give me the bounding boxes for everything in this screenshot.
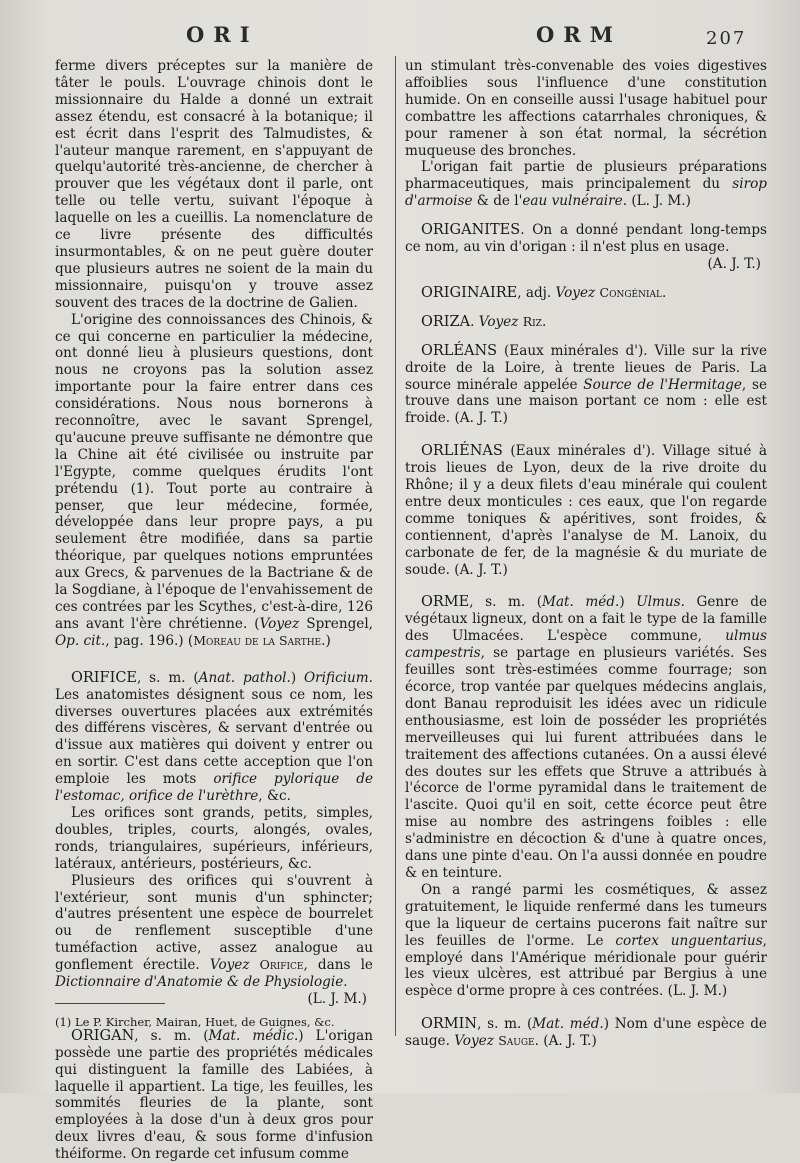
entry-definition: ORME, s. m. (Mat. méd.) Ulmus. Genre de végétaux ligneux, dont on a fait le type de la famille des Ulmacées. L'espèce commune, ulmus campestris, se partage en plusieurs variétés. Ses feuilles sont très-estimées comme fourrage; son écorce, trop vantée par quelques médecins anglais, dont Banau reproduisit les idées avec un ridicule enthousiasme, est loin de posséder les propriétés merveilleuses qui lui furent attribuées dans le traitement des affections cutanées. On a aussi élevé des doutes sur les effets que Struve a attribués à l'écorce de l'orme pyramidal dans le traitement de l'ascite. Quoi qu'il en soit, cette écorce peut être mise au nombre des astringens foibles : elle s'administre en décoction & d'une à quatre onces, dans une pinte d'eau. On l'a aussi donnée en poudre & en teinture. xyxy=(405,594,767,881)
right-column xyxy=(405,58,767,1050)
paragraph: L'origan fait partie de plusieurs préparations pharmaceutiques, mais principalement du sirop d'armoise & de l'eau vulnéraire. (L. J. M.) xyxy=(405,159,767,210)
headword: ORIFICE xyxy=(71,669,138,686)
entry-orifice xyxy=(55,670,373,1008)
running-header-right: ORM xyxy=(536,22,622,47)
entry-orme xyxy=(405,594,767,1000)
entry-definition: ORIGANITES. On a donné pendant long-temps ce nom, au vin d'origan : il n'est plus en usage. xyxy=(405,222,767,256)
headword: ORIZA xyxy=(421,313,471,330)
headword: ORIGAN xyxy=(71,1027,135,1044)
page-number: 207 xyxy=(706,28,747,49)
entry-definition: ORIGINAIRE, adj. Voyez Congénial. xyxy=(421,284,667,301)
entry-definition: ORLIÉNAS (Eaux minérales d'). Village situé à trois lieues de Lyon, deux de la rive droite du Rhône; il y a deux filets d'eau minérale qui coulent entre deux monticules : ces eaux, que l'on regarde comme toniques & apéritives, sont froides, & contiennent, d'après l'analyse de M. Lanoix, du carbonate de fer, de la magnésie & du muriate de soude. (A. J. T.) xyxy=(405,443,767,578)
entry-orleans xyxy=(405,343,767,428)
entry-origan xyxy=(55,1028,373,1163)
headword: ORLÉANS xyxy=(421,342,498,359)
headword: ORLIÉNAS xyxy=(421,443,503,460)
entry-originaire xyxy=(405,285,767,302)
author-signature: (L. J. M.) xyxy=(307,990,367,1007)
left-column xyxy=(55,58,373,1163)
headword: ORIGINAIRE xyxy=(421,284,518,301)
headword: ORME xyxy=(421,594,470,611)
footnote: (1) Le P. Kircher, Mairan, Huet, de Guignes, &c. xyxy=(55,1015,335,1029)
author-signature: (A. J. T.) xyxy=(707,255,761,272)
entry-definition: ORMIN, s. m. (Mat. méd.) Nom d'une espèce de sauge. Voyez Sauge. (A. J. T.) xyxy=(405,1016,767,1050)
entry-orlienas xyxy=(405,443,767,578)
entry-definition: ORIZA. Voyez Riz. xyxy=(421,313,547,330)
paragraph: un stimulant très-convenable des voies digestives affoiblies sous l'influence d'une constitution humide. On en conseille aussi l'usage habituel pour combattre les affections catarrhales chroniques, & pour ramener à son état normal, la sécrétion muqueuse des bronches. xyxy=(405,58,767,159)
entry-ormin xyxy=(405,1016,767,1050)
entry-origanites xyxy=(405,222,767,273)
paragraph: On a rangé parmi les cosmétiques, & assez gratuitement, le liquide renfermé dans les tumeurs que la liqueur de certains pucerons fait naître sur les feuilles de l'orme. Le cortex unguentarius, employé dans l'Amérique méridionale pour guérir les vieux ulcères, est attribué par Bergius à une espèce d'orme propre à ces contrées. (L. J. M.) xyxy=(405,881,767,1000)
headword: ORIGANITES xyxy=(421,222,521,239)
paragraph: ferme divers préceptes sur la manière de tâter le pouls. L'ouvrage chinois dont le missionnaire du Halde a donné un extrait assez étendu, est consacré à la botanique; il est écrit dans l'esprit des Talmudistes, & l'auteur manque rarement, en s'appuyant de quelqu'autorité très-ancienne, de chercher à prouver que les végétaux dont il parle, ont telle ou telle vertu, suivant l'époque à laquelle on les a cueillis. La nomenclature de ce livre présente des difficultés insurmontables, & on ne peut guère douter que plusieurs autres ne soient de la main du missionnaire, puisqu'on y trouve assez souvent des traces de la doctrine de Galien. xyxy=(55,58,373,311)
paragraph: Les orifices sont grands, petits, simples, doubles, triples, courts, alongés, ovales, ronds, triangulaires, supérieurs, inférieurs, latéraux, antérieurs, postérieurs, &c. xyxy=(55,804,373,872)
entry-oriza xyxy=(405,314,767,331)
footnote-rule xyxy=(55,1003,165,1004)
entry-definition: ORIFICE, s. m. (Anat. pathol.) Orificium. Les anatomistes désignent sous ce nom, les diverses ouvertures placées aux extrémités des différens viscères, & servant d'entrée ou d'issue aux matières qui doivent y entrer ou en sortir. C'est dans cette acception que l'on emploie les mots orifice pylorique de l'estomac, orifice de l'urèthre, &c. xyxy=(55,669,374,805)
entry-definition: ORIGAN, s. m. (Mat. médic.) L'origan possède une partie des propriétés médicales qui distinguent la famille des Labiées, à laquelle il appartient. La tige, les feuilles, les sommités fleuries de la plante, sont employées à la dose d'un à deux gros pour deux livres d'eau, & sous forme d'infusion théiforme. On regarde cet infusum comme xyxy=(55,1027,373,1163)
paragraph: Plusieurs des orifices qui s'ouvrent à l'extérieur, sont munis d'un sphincter; d'autres présentent une espèce de bourrelet ou de renflement susceptible d'une tuméfaction active, assez analogue au gonflement érectile. Voyez Orifice, dans le Dictionnaire d'Anatomie & de Physiologie. xyxy=(55,872,373,991)
headword: ORMIN xyxy=(421,1016,478,1033)
author-signature: Moreau de la Sarthe xyxy=(193,632,322,648)
paragraph: L'origine des connoissances des Chinois, & ce qui concerne en particulier la médecine, ont donné lieu à plusieurs questions, dont nous ne croyons pas la solution assez importante pour la faire entrer dans ces considérations. Nous nous bornerons à reconnoître, avec le savant Sprengel, qu'aucune preuve suffisante ne démontre que la Chine ait été civilisée ou instruite par l'Egypte, comme quelques érudits l'ont prétendu (1). Tout porte au contraire à penser, que leur médecine, formée, développée dans leur propre pays, a pu seulement être modifiée, dans sa partie théorique, par quelques notions empruntées aux Grecs, & parvenues de la Bactriane & de la Sogdiane, à l'époque de l'envahissement de ces contrées par les Scythes, c'est-à-dire, 126 ans avant l'ère chrétienne. (Voyez Sprengel, Op. cit., pag. 196.) (Moreau de la Sarthe.) xyxy=(55,311,373,649)
entry-definition: ORLÉANS (Eaux minérales d'). Ville sur la rive droite de la Loire, à trente lieues de Paris. La source minérale appelée Source de l'Hermitage, se trouve dans une maison portant ce nom : elle est froide. (A. J. T.) xyxy=(405,342,767,427)
column-divider xyxy=(395,56,396,1036)
running-header-left: ORI xyxy=(186,22,259,47)
